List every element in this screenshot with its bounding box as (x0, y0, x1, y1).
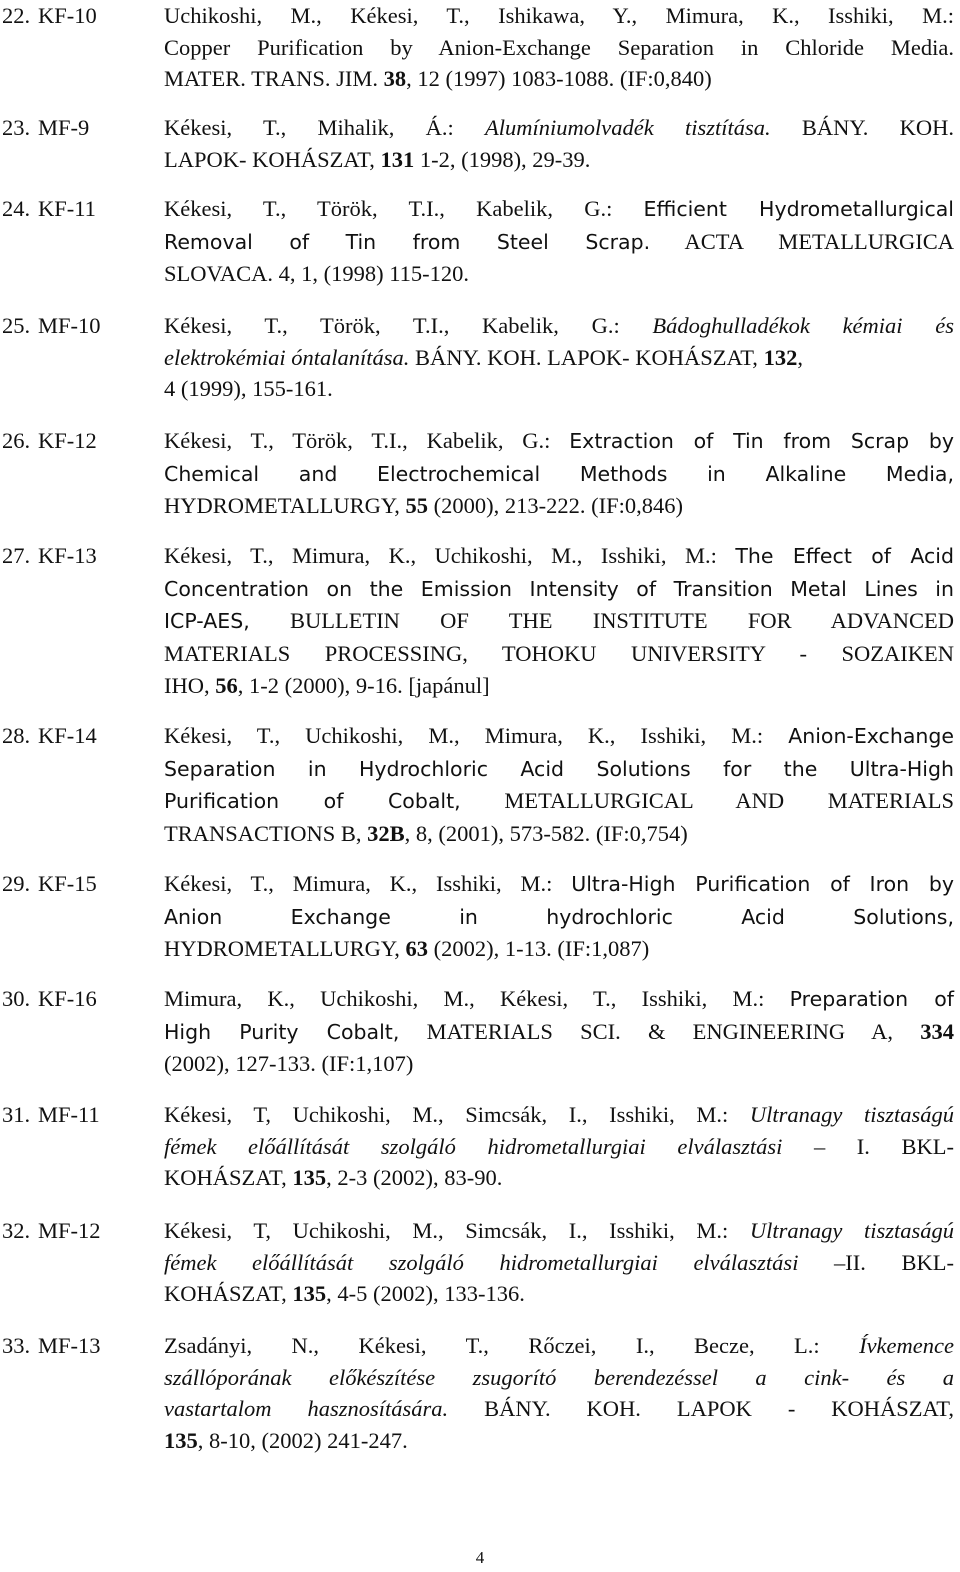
citation-line (164, 1215, 954, 1247)
citation-line (164, 1131, 954, 1163)
italic-title: Ultranagy tisztaságú (749, 1218, 954, 1243)
volume-number: 135 (292, 1281, 327, 1307)
citation-line (164, 258, 954, 290)
citation-line (164, 1162, 954, 1194)
citation-text (164, 720, 954, 850)
citation-segment: Extraction of Tin from Scrap by (569, 429, 954, 453)
citation-segment: Chemical and Electrochemical Methods in Alkaline Media, (164, 461, 954, 486)
citation-text (164, 1099, 954, 1194)
entry-number: 30. (2, 986, 31, 1011)
citation-segment: (2002), 1-13. (IF:1,087) (428, 936, 650, 962)
italic-title: Ultranagy tisztaságú (749, 1102, 954, 1127)
italic-title: vastartalom hasznosítására. (164, 1396, 449, 1422)
citation-segment: 1-2, (1998), 29-39. (414, 146, 591, 172)
citation-text (164, 1215, 954, 1310)
citation-segment: HYDROMETALLURGY, (164, 493, 406, 519)
citation-segment: (2000), 213-222. (IF:0,846) (428, 493, 684, 519)
citation-segment: LAPOK- KOHÁSZAT, (164, 146, 381, 172)
citation-segment: IHO, (164, 672, 216, 698)
citation-line (164, 753, 954, 786)
citation-text (164, 1330, 954, 1457)
citation-segment: Preparation of (789, 987, 954, 1011)
citation-segment: BÁNY. KOH. (770, 115, 954, 140)
entry-number: 32. (2, 1218, 31, 1243)
citation-line (164, 983, 954, 1016)
citation-segment: Uchikoshi, M., Kékesi, T., Ishikawa, Y., Mimura, K., Isshiki, M.: (164, 3, 954, 28)
citation-segment: MATERIALS SCI. & ENGINEERING A, (399, 1018, 921, 1044)
entry-number: 23. (2, 115, 31, 140)
citation-segment: SLOVACA. 4, 1, (1998) 115-120. (164, 261, 470, 287)
citation-line (164, 373, 954, 405)
italic-title: Ívkemence (859, 1333, 954, 1358)
citation-text (164, 112, 954, 175)
italic-title: fémek előállítását szolgáló hidrometallurgiai elválasztási (164, 1133, 783, 1159)
entry-number: 29. (2, 871, 31, 896)
entry-code: MF-10 (38, 313, 101, 338)
citation-line (164, 0, 954, 32)
citation-segment: , 8, (2001), 573-582. (IF:0,754) (404, 821, 688, 847)
citation-segment: Kékesi, T., Török, T.I., Kabelik, G.: (164, 428, 570, 453)
citation-segment: Purification of Cobalt, (164, 789, 461, 814)
citation-line (164, 425, 954, 458)
citation-segment: BULLETIN OF THE INSTITUTE FOR ADVANCED (249, 608, 954, 634)
citation-segment: BÁNY. KOH. LAPOK - KOHÁSZAT, (448, 1396, 954, 1422)
citation-line (164, 1278, 954, 1310)
citation-line (164, 112, 954, 144)
entry-number: 26. (2, 428, 31, 453)
entry-code: KF-12 (38, 428, 97, 453)
citation-line (164, 310, 954, 342)
citation-line (164, 785, 954, 818)
citation-segment: Kékesi, T, Uchikoshi, M., Simcsák, I., Isshiki, M.: (164, 1218, 750, 1243)
volume-number: 32B (367, 821, 405, 847)
italic-title: szállóporának előkészítése zsugorító berendezéssel a cink- és a (164, 1364, 954, 1390)
citation-line (164, 868, 954, 901)
volume-number: 63 (405, 936, 429, 962)
citation-line (164, 490, 954, 522)
entry-code: MF-12 (38, 1218, 101, 1243)
citation-line (164, 933, 954, 965)
citation-segment: Kékesi, T., Mihalik, Á.: (164, 115, 486, 140)
citation-segment: Separation in Hydrochloric Acid Solutions for the Ultra-High (164, 756, 954, 781)
citation-segment: , 8-10, (2002) 241-247. (197, 1428, 408, 1454)
entry-number: 31. (2, 1102, 31, 1127)
citation-text (164, 540, 954, 702)
citation-line (164, 1362, 954, 1394)
citation-text (164, 310, 954, 405)
citation-segment: , 1-2 (2000), 9-16. [japánul] (237, 672, 490, 698)
citation-segment: MATER. TRANS. JIM. (164, 66, 384, 92)
citation-line (164, 638, 954, 670)
volume-number: 135 (164, 1428, 198, 1454)
citation-segment: Anion-Exchange (788, 724, 954, 748)
citation-segment: Mimura, K., Uchikoshi, M., Kékesi, T., Isshiki, M.: (164, 986, 790, 1011)
citation-segment: HYDROMETALLURGY, (164, 936, 406, 962)
entry-number: 33. (2, 1333, 31, 1358)
citation-segment: BÁNY. KOH. LAPOK- KOHÁSZAT, (409, 344, 764, 370)
citation-line (164, 573, 954, 606)
citation-line (164, 342, 954, 374)
citation-segment: Copper Purification by Anion-Exchange Separation in Chloride Media. (164, 34, 954, 60)
citation-segment: Kékesi, T., Mimura, K., Uchikoshi, M., Isshiki, M.: (164, 543, 736, 568)
citation-segment: Kékesi, T., Mimura, K., Isshiki, M.: (164, 871, 572, 896)
citation-segment: – I. BKL- (782, 1133, 954, 1159)
citation-line (164, 720, 954, 753)
citation-segment: , 2-3 (2002), 83-90. (326, 1165, 503, 1191)
volume-number: 38 (383, 66, 407, 92)
entry-code: MF-11 (38, 1102, 100, 1127)
volume-number: 55 (405, 493, 429, 519)
citation-line (164, 144, 954, 176)
italic-title: elektrokémiai óntalanítása. (164, 344, 410, 370)
citation-text (164, 425, 954, 522)
citation-line (164, 458, 954, 491)
citation-segment: –II. BKL- (798, 1249, 954, 1275)
entry-code: KF-13 (38, 543, 97, 568)
page-number: 4 (475, 1548, 485, 1567)
citation-line (164, 193, 954, 226)
citation-segment: MATERIALS PROCESSING, TOHOKU UNIVERSITY - SOZAIKEN (164, 641, 954, 667)
entry-code: KF-11 (38, 196, 96, 221)
entry-code: KF-16 (38, 986, 97, 1011)
citation-segment: Ultra-High Purification of Iron by (571, 872, 954, 896)
entry-number: 27. (2, 543, 31, 568)
citation-line (164, 1425, 954, 1457)
citation-line (164, 1330, 954, 1362)
citation-segment: Zsadányi, N., Kékesi, T., Rőczei, I., Becze, L.: (164, 1333, 860, 1358)
citation-line (164, 1393, 954, 1425)
citation-line (164, 32, 954, 64)
italic-title: Bádoghulladékok kémiai és (652, 313, 954, 338)
italic-title: Alumíniumolvadék tisztítása. (485, 115, 771, 140)
citation-line (164, 670, 954, 702)
citation-segment: Kékesi, T., Török, T.I., Kabelik, G.: (164, 313, 653, 338)
citation-line (164, 1099, 954, 1131)
citation-segment: KOHÁSZAT, (164, 1281, 293, 1307)
citation-segment: (2002), 127-133. (IF:1,107) (164, 1051, 414, 1077)
volume-number: 56 (215, 672, 238, 698)
citation-segment: , (797, 344, 803, 370)
citation-segment: METALLURGICAL AND MATERIALS (460, 788, 954, 814)
entry-code: KF-15 (38, 871, 97, 896)
citation-segment: Concentration on the Emission Intensity of Transition Metal Lines in (164, 576, 954, 601)
citation-segment: High Purity Cobalt, (164, 1019, 400, 1044)
entry-number: 22. (2, 3, 31, 28)
entry-code: MF-13 (38, 1333, 101, 1358)
italic-title: fémek előállítását szolgáló hidrometallurgiai elválasztási (164, 1249, 799, 1275)
citation-line (164, 1247, 954, 1279)
citation-segment: Anion Exchange in hydrochloric Acid Solutions, (164, 904, 954, 929)
citation-line (164, 901, 954, 934)
volume-number: 334 (920, 1018, 954, 1044)
volume-number: 131 (380, 146, 415, 172)
citation-text (164, 983, 954, 1080)
citation-line (164, 605, 954, 638)
citation-segment: Kékesi, T., Török, T.I., Kabelik, G.: (164, 196, 644, 221)
citation-line (164, 63, 954, 95)
citation-segment: Efficient Hydrometallurgical (643, 197, 954, 221)
citation-segment: , 12 (1997) 1083-1088. (IF:0,840) (406, 66, 712, 92)
entry-code: KF-10 (38, 3, 97, 28)
entry-code: KF-14 (38, 723, 97, 748)
entry-number: 25. (2, 313, 31, 338)
volume-number: 132 (763, 344, 798, 370)
citation-segment: The Effect of Acid (735, 544, 954, 568)
citation-line (164, 818, 954, 850)
citation-segment: KOHÁSZAT, (164, 1165, 293, 1191)
citation-segment: Removal of Tin from Steel Scrap. (164, 229, 651, 254)
citation-segment: ICP-AES, (164, 609, 250, 634)
citation-line (164, 226, 954, 259)
citation-text (164, 0, 954, 95)
citation-segment: TRANSACTIONS B, (164, 821, 368, 847)
volume-number: 135 (292, 1165, 327, 1191)
citation-text (164, 193, 954, 290)
citation-text (164, 868, 954, 965)
citation-segment: Kékesi, T., Uchikoshi, M., Mimura, K., Isshiki, M.: (164, 723, 789, 748)
citation-segment: , 4-5 (2002), 133-136. (326, 1281, 525, 1307)
citation-segment: ACTA METALLURGICA (650, 228, 954, 254)
entry-number: 24. (2, 196, 31, 221)
citation-segment: Kékesi, T, Uchikoshi, M., Simcsák, I., Isshiki, M.: (164, 1102, 750, 1127)
citation-segment: 4 (1999), 155-161. (164, 376, 333, 402)
citation-line (164, 1048, 954, 1080)
entry-code: MF-9 (38, 115, 90, 140)
citation-line (164, 540, 954, 573)
entry-number: 28. (2, 723, 31, 748)
citation-line (164, 1016, 954, 1049)
